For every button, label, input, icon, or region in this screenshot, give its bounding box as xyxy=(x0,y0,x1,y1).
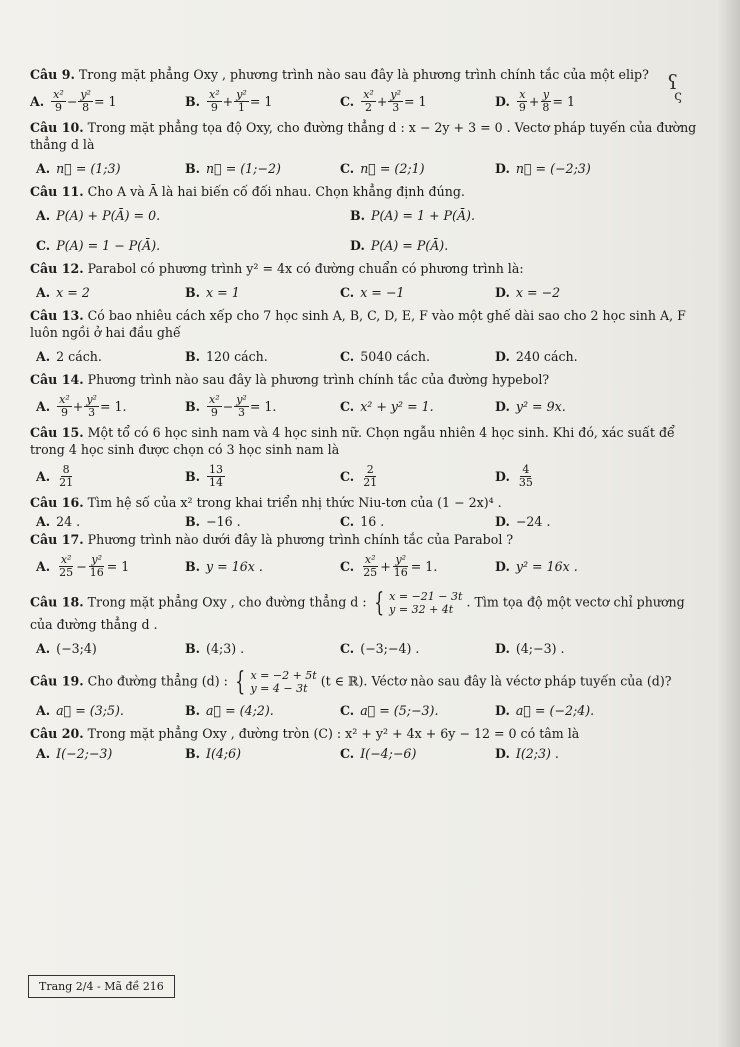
q13-option-a[interactable]: A. 2 cách. xyxy=(36,348,102,364)
q10-option-d[interactable]: D. n⃗ = (−2;3) xyxy=(495,160,591,176)
q17-option-d[interactable]: D. y² = 16x . xyxy=(495,558,578,574)
page-edge-shadow xyxy=(718,0,740,1047)
q18-option-a[interactable]: A. (−3;4) xyxy=(36,640,97,656)
question-16: Câu 16. Tìm hệ số của x² trong khai triển nhị thức Niu-tơn của (1 − 2x)⁴ . xyxy=(30,495,502,510)
q15-option-d[interactable]: D. $\frac{4}{35}$ xyxy=(495,462,533,489)
q11-options-row2 xyxy=(30,230,710,260)
q19-option-b[interactable]: B. a⃗ = (4;2). xyxy=(185,702,274,718)
q14-options xyxy=(30,388,710,424)
q15-option-a[interactable]: A. $\frac{8}{21}$ xyxy=(36,462,74,489)
q14-option-b[interactable]: B. $\frac{\text{x²}}{9}$ − $\frac{\text{y²}}{3}$ = 1. xyxy=(185,392,277,419)
q16-option-c[interactable]: C. 16 . xyxy=(340,513,385,529)
q19-option-c[interactable]: C. a⃗ = (5;−3). xyxy=(340,702,439,718)
q11-option-c[interactable]: C. P(A) = 1 − P(Ā). xyxy=(36,237,161,253)
question-18: Câu 18. Trong mặt phẳng Oxy , cho đường thẳng d : { x = −21 − 3t y = 32 + 4t . Tìm tọa độ một vectơ chỉ phương của đường thẳng d . xyxy=(30,588,685,632)
question-12: Câu 12. Parabol có phương trình y² = 4x có đường chuẩn có phương trình là: xyxy=(30,261,524,276)
q12-option-a[interactable]: A. x = 2 xyxy=(36,284,90,300)
q19-option-d[interactable]: D. a⃗ = (−2;4). xyxy=(495,702,595,718)
page-footer: Trang 2/4 - Mã đề 216 xyxy=(28,975,175,998)
q12-option-d[interactable]: D. x = −2 xyxy=(495,284,561,300)
q13-options xyxy=(30,341,710,371)
q10-option-b[interactable]: B. n⃗ = (1;−2) xyxy=(185,160,281,176)
q9-option-d[interactable]: D. $\frac{x}{9}$ + $\frac{y}{8}$ = 1 xyxy=(495,87,575,114)
q15-option-b[interactable]: B. $\frac{13}{14}$ xyxy=(185,462,224,489)
question-20: Câu 20. Trong mặt phẳng Oxy , đường tròn (C) : x² + y² + 4x + 6y − 12 = 0 có tâm là xyxy=(30,726,580,741)
q20-option-b[interactable]: B. I(4;6) xyxy=(185,745,242,761)
q11-options-row1 xyxy=(30,200,710,230)
q16-option-b[interactable]: B. −16 . xyxy=(185,513,241,529)
q18-options xyxy=(30,633,710,663)
q10-option-a[interactable]: A. n⃗ = (1;3) xyxy=(36,160,121,176)
question-10: Câu 10. Trong mặt phẳng tọa độ Oxy, cho đường thẳng d : x − 2y + 3 = 0 . Vectơ pháp tuyến của đường thẳng d là xyxy=(30,120,697,152)
pen-mark-icon: ς xyxy=(674,88,682,104)
question-13: Câu 13. Có bao nhiêu cách xếp cho 7 học sinh A, B, C, D, E, F vào một ghế dài sao cho 2 học sinh A, F luôn ngồi ở hai đầu ghế xyxy=(30,308,686,340)
q20-option-a[interactable]: A. I(−2;−3) xyxy=(36,745,113,761)
q12-options xyxy=(30,277,710,307)
q14-option-c[interactable]: C. x² + y² = 1. xyxy=(340,398,434,414)
q11-option-d[interactable]: D. P(A) = P(Ā). xyxy=(350,237,449,253)
question-17: Câu 17. Phương trình nào dưới đây là phương trình chính tắc của Parabol ? xyxy=(30,532,514,547)
q9-option-a[interactable]: A. $\frac{\text{x²}}{9}$ − $\frac{\text{y²}}{8}$ = 1 xyxy=(30,87,117,114)
q15-options xyxy=(30,458,710,494)
q14-option-a[interactable]: A. $\frac{\text{x²}}{9}$ + $\frac{\text{y²}}{3}$ = 1. xyxy=(36,392,127,419)
q12-option-b[interactable]: B. x = 1 xyxy=(185,284,240,300)
q11-option-a[interactable]: A. P(A) + P(Ā) = 0. xyxy=(36,207,161,223)
q19-options xyxy=(30,695,710,725)
q20-option-c[interactable]: C. I(−4;−6) xyxy=(340,745,417,761)
question-19: Câu 19. Cho đường thẳng (d) : { x = −2 + 5t y = 4 − 3t (t ∈ ℝ). Véctơ nào sau đây là véctơ pháp tuyến của (d)? xyxy=(30,667,672,697)
parametric-system: { x = −21 − 3t y = 32 + 4t xyxy=(373,588,463,618)
q17-options xyxy=(30,548,710,584)
q18-option-d[interactable]: D. (4;−3) . xyxy=(495,640,565,656)
q14-option-d[interactable]: D. y² = 9x. xyxy=(495,398,566,414)
q16-options xyxy=(30,511,710,531)
q15-option-c[interactable]: C. $\frac{2}{21}$ xyxy=(340,462,378,489)
q16-option-a[interactable]: A. 24 . xyxy=(36,513,81,529)
q9-option-c[interactable]: C. $\frac{\text{x²}}{2}$ + $\frac{\text{y²}}{3}$ = 1 xyxy=(340,87,427,114)
q18-option-b[interactable]: B. (4;3) . xyxy=(185,640,245,656)
q16-option-d[interactable]: D. −24 . xyxy=(495,513,551,529)
q13-option-c[interactable]: C. 5040 cách. xyxy=(340,348,430,364)
q10-option-c[interactable]: C. n⃗ = (2;1) xyxy=(340,160,425,176)
question-14: Câu 14. Phương trình nào sau đây là phương trình chính tắc của đường hypebol? xyxy=(30,372,550,387)
q19-option-a[interactable]: A. a⃗ = (3;5). xyxy=(36,702,124,718)
q11-option-b[interactable]: B. P(A) = 1 + P(Ā). xyxy=(350,207,475,223)
q20-option-d[interactable]: D. I(2;3) . xyxy=(495,745,559,761)
parametric-system: { x = −2 + 5t y = 4 − 3t xyxy=(235,667,317,697)
q12-option-c[interactable]: C. x = −1 xyxy=(340,284,405,300)
question-15: Câu 15. Một tổ có 6 học sinh nam và 4 học sinh nữ. Chọn ngẫu nhiên 4 học sinh. Khi đó, xác suất để trong 4 học sinh được chọn có 3 học sinh nam là xyxy=(30,425,675,457)
q20-options xyxy=(30,742,710,764)
q9-option-b[interactable]: B. $\frac{\text{x²}}{9}$ + $\frac{\text{y²}}{1}$ = 1 xyxy=(185,87,273,114)
q13-option-b[interactable]: B. 120 cách. xyxy=(185,348,268,364)
q18-option-c[interactable]: C. (−3;−4) . xyxy=(340,640,420,656)
q13-option-d[interactable]: D. 240 cách. xyxy=(495,348,578,364)
q17-option-b[interactable]: B. y = 16x . xyxy=(185,558,263,574)
pen-mark-icon: ʕ xyxy=(667,70,678,94)
q9-options xyxy=(30,83,710,119)
q17-option-c[interactable]: C. $\frac{\text{x²}}{25}$ + $\frac{\text{y²}}{16}$ = 1. xyxy=(340,552,438,579)
question-11: Câu 11. Cho A và Ā là hai biến cố đối nhau. Chọn khẳng định đúng. xyxy=(30,184,465,199)
q10-options xyxy=(30,153,710,183)
q17-option-a[interactable]: A. $\frac{\text{x²}}{25}$ − $\frac{\text{y²}}{16}$ = 1 xyxy=(36,552,130,579)
question-9: Câu 9. Trong mặt phẳng Oxy , phương trình nào sau đây là phương trình chính tắc của một elip? xyxy=(30,67,649,82)
